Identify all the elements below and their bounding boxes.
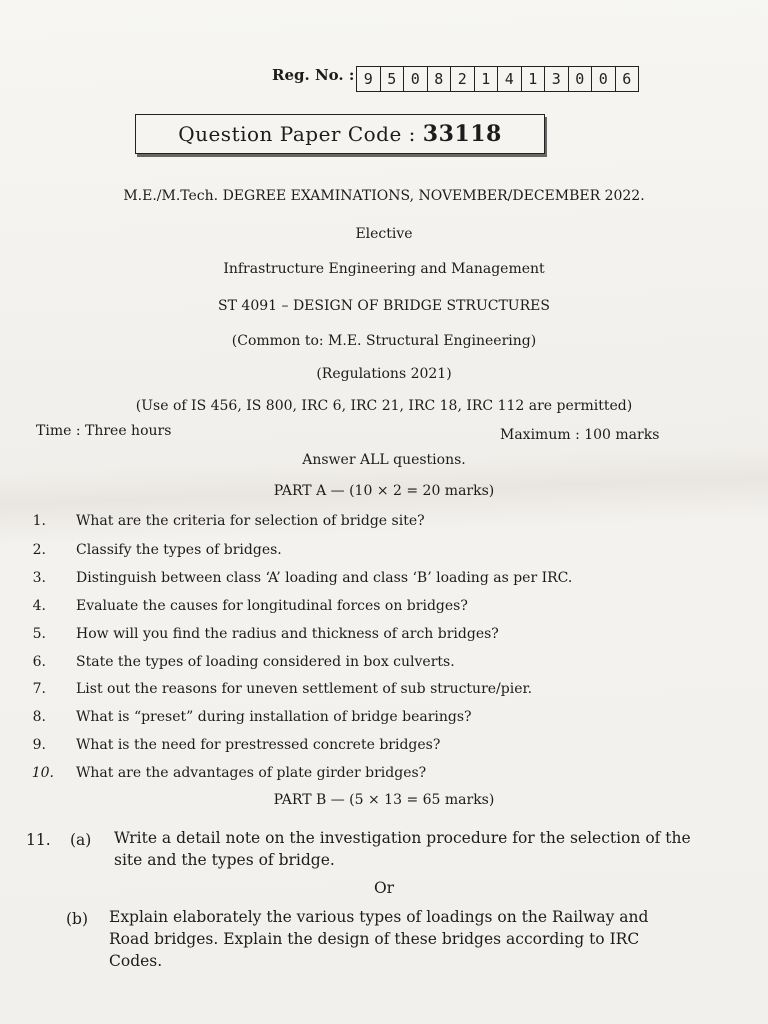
question-text: Road bridges. Explain the design of these bridges according to IRC bbox=[109, 930, 640, 948]
regulations: (Regulations 2021) bbox=[316, 366, 452, 382]
question-text: Codes. bbox=[109, 952, 163, 970]
time-allowed: Time : Three hours bbox=[36, 423, 172, 439]
question-text: What are the criteria for selection of bridge site? bbox=[76, 513, 425, 529]
or-separator: Or bbox=[373, 879, 395, 897]
question-number: 11. bbox=[26, 831, 51, 849]
permitted-codes: (Use of IS 456, IS 800, IRC 6, IRC 21, IRC 18, IRC 112 are permitted) bbox=[135, 398, 633, 414]
subject-title: ST 4091 – DESIGN OF BRIDGE STRUCTURES bbox=[218, 298, 550, 314]
question-paper-code-box bbox=[135, 114, 545, 154]
exam-title: M.E./M.Tech. DEGREE EXAMINATIONS, NOVEMBER/DECEMBER 2022. bbox=[123, 188, 645, 204]
maximum-marks: Maximum : 100 marks bbox=[500, 427, 660, 443]
paper-code-label: Question Paper Code : bbox=[178, 122, 416, 146]
reg-no-boxes bbox=[356, 66, 639, 92]
paper-code: 33118 bbox=[422, 121, 502, 147]
reg-digit: 3 bbox=[545, 67, 569, 91]
reg-digit: 6 bbox=[622, 70, 632, 88]
reg-digit: 1 bbox=[475, 67, 499, 91]
sub-question-label: (b) bbox=[66, 910, 89, 928]
reg-digit: 8 bbox=[428, 67, 452, 91]
question-text: site and the types of bridge. bbox=[114, 851, 335, 869]
reg-digit: 5 bbox=[381, 67, 405, 91]
question-number: 6. bbox=[32, 654, 46, 670]
question-text: How will you find the radius and thickness of arch bridges? bbox=[76, 626, 499, 642]
reg-digit: 0 bbox=[569, 67, 593, 91]
question-text: Write a detail note on the investigation procedure for the selection of the bbox=[114, 829, 691, 847]
question-text: What is “preset” during installation of bridge bearings? bbox=[76, 709, 472, 725]
reg-digit: 1 bbox=[522, 67, 546, 91]
reg-digit: 2 bbox=[451, 67, 475, 91]
question-text: What is the need for prestressed concrete bridges? bbox=[76, 737, 441, 753]
reg-digit: 4 bbox=[498, 67, 522, 91]
reg-digit: 0 bbox=[404, 67, 428, 91]
reg-digit: 0 bbox=[592, 67, 616, 91]
question-number: 5. bbox=[32, 626, 46, 642]
question-text: State the types of loading considered in box culverts. bbox=[76, 654, 455, 670]
question-number: 8. bbox=[32, 709, 46, 725]
common-to: (Common to: M.E. Structural Engineering) bbox=[231, 333, 537, 349]
question-number: 2. bbox=[32, 542, 46, 558]
question-number: 1. bbox=[32, 513, 46, 529]
question-number: 3. bbox=[32, 570, 46, 586]
question-number: 4. bbox=[32, 598, 46, 614]
question-number: 9. bbox=[32, 737, 46, 753]
question-text: Distinguish between class ‘A’ loading and class ‘B’ loading as per IRC. bbox=[76, 570, 573, 586]
part-b-title: PART B — (5 × 13 = 65 marks) bbox=[273, 792, 495, 808]
question-text: What are the advantages of plate girder bridges? bbox=[76, 765, 427, 781]
stream-name: Infrastructure Engineering and Management bbox=[223, 261, 545, 277]
question-text: Evaluate the causes for longitudinal forces on bridges? bbox=[76, 598, 468, 614]
question-number: 10. bbox=[31, 765, 54, 781]
reg-no-label: Reg. No. : bbox=[272, 66, 355, 84]
question-text: Classify the types of bridges. bbox=[76, 542, 282, 558]
question-number: 7. bbox=[32, 681, 46, 697]
part-a-title: PART A — (10 × 2 = 20 marks) bbox=[273, 483, 495, 499]
question-text: Explain elaborately the various types of loadings on the Railway and bbox=[109, 908, 649, 926]
elective-label: Elective bbox=[355, 226, 413, 242]
reg-digit: 9 bbox=[357, 67, 381, 91]
question-text: List out the reasons for uneven settlement of sub structure/pier. bbox=[76, 681, 533, 697]
sub-question-label: (a) bbox=[70, 831, 92, 849]
instruction: Answer ALL questions. bbox=[302, 452, 466, 468]
